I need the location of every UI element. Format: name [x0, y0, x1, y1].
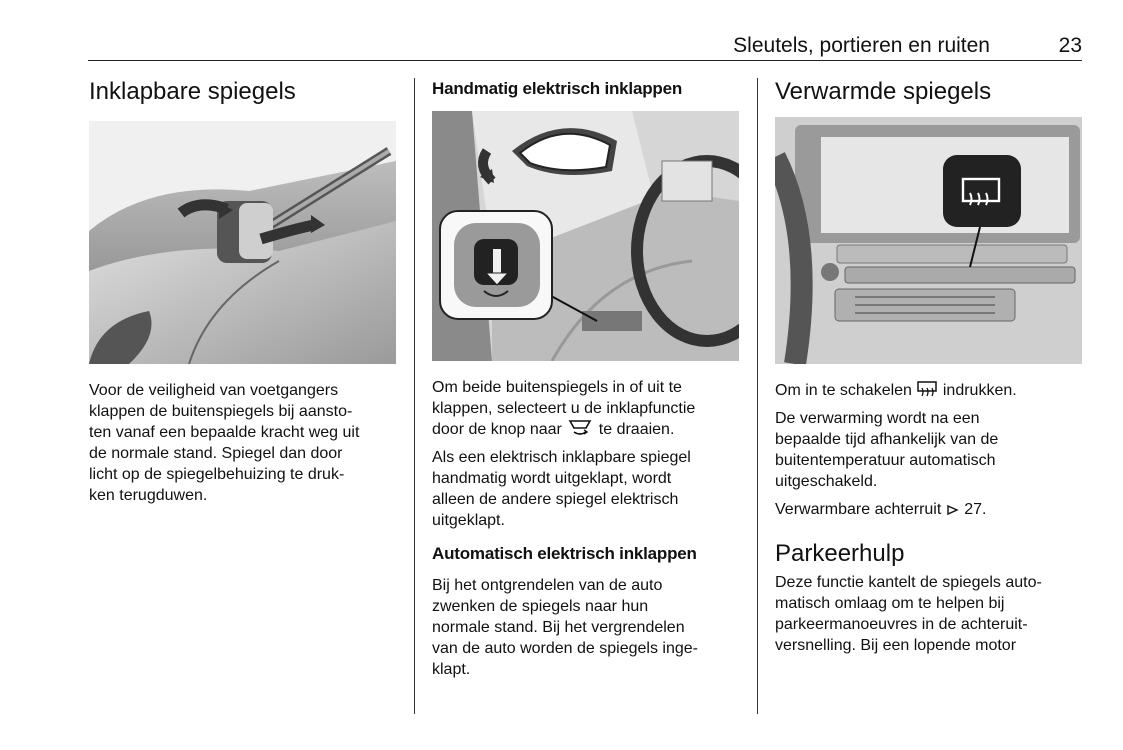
text-line: Bij het ontgrendelen van de auto	[432, 577, 663, 594]
text-line: matisch omlaag om te helpen bij	[775, 595, 1005, 612]
heated-mirror-icon	[916, 380, 938, 398]
text-line: Als een elektrisch inklapbare spiegel	[432, 449, 691, 466]
column-heated-mirrors	[775, 78, 1083, 106]
text-line	[775, 380, 1083, 401]
text-segment: door de knop naar	[432, 421, 562, 438]
subheading-manual-folding: Handmatig elektrisch inklappen	[432, 79, 683, 98]
text-line: Deze functie kantelt de spiegels auto-	[775, 574, 1042, 591]
text-line: buitentemperatuur automatisch	[775, 452, 996, 469]
subheading-auto-folding: Automatisch elektrisch inklappen	[432, 544, 697, 563]
text-line: bepaalde tijd afhankelijk van de	[775, 431, 999, 448]
page-reference-arrow-icon	[946, 503, 960, 517]
text-line	[775, 499, 1083, 520]
folding-mirror-illustration	[89, 121, 396, 364]
mirror-fold-icon	[566, 419, 594, 437]
text-line: Voor de veiligheid van voetgangers	[89, 382, 339, 399]
text-segment: Verwarmbare achterruit	[775, 501, 942, 518]
text-line: Om beide buitenspiegels in of uit te	[432, 379, 682, 396]
text-line: ken terugduwen.	[89, 487, 208, 504]
heading-parking-assist: Parkeerhulp	[775, 540, 905, 567]
text-line: klappen de buitenspiegels bij aansto-	[89, 403, 353, 420]
text-line: parkeermanoeuvres in de achteruit-	[775, 616, 1028, 633]
text-heated-mirrors	[775, 380, 1083, 656]
text-line: versnelling. Bij een lopende motor	[775, 637, 1017, 654]
text-line: licht op de spiegelbehuizing te druk-	[89, 466, 345, 483]
text-manual-folding	[432, 377, 740, 680]
text-line: uitgeschakeld.	[775, 473, 878, 490]
page-reference-link[interactable]: 27.	[964, 501, 987, 518]
text-line: De verwarming wordt na een	[775, 410, 980, 427]
text-line: klappen, selecteert u de inklapfunctie	[432, 400, 696, 417]
text-line: klapt.	[432, 661, 471, 678]
text-line: uitgeklapt.	[432, 512, 505, 529]
text-line: zwenken de spiegels naar hun	[432, 598, 649, 615]
page-number: 23	[1058, 34, 1082, 57]
column-manual-folding	[432, 78, 740, 100]
column-divider	[414, 78, 415, 714]
text-segment: Om in te schakelen	[775, 382, 912, 399]
text-line: handmatig wordt uitgeklapt, wordt	[432, 470, 672, 487]
text-foldable-mirrors	[89, 380, 396, 506]
text-segment: indrukken.	[942, 382, 1017, 399]
heading-heated-mirrors: Verwarmde spiegels	[775, 78, 992, 105]
section-title: Sleutels, portieren en ruiten	[733, 34, 990, 57]
text-segment: te draaien.	[598, 421, 675, 438]
page-header	[88, 32, 1082, 61]
column-foldable-mirrors	[89, 78, 396, 106]
heading-foldable-mirrors: Inklapbare spiegels	[89, 78, 296, 105]
text-line: ten vanaf een bepaalde kracht weg uit	[89, 424, 360, 441]
text-line: van de auto worden de spiegels inge-	[432, 640, 698, 657]
dashboard-heated-mirror-illustration	[775, 117, 1082, 364]
text-line: alleen de andere spiegel elektrisch	[432, 491, 679, 508]
mirror-control-illustration	[432, 111, 739, 361]
text-line: normale stand. Bij het vergrendelen	[432, 619, 685, 636]
text-line: de normale stand. Spiegel dan door	[89, 445, 343, 462]
text-line	[432, 419, 740, 440]
column-divider	[757, 78, 758, 714]
